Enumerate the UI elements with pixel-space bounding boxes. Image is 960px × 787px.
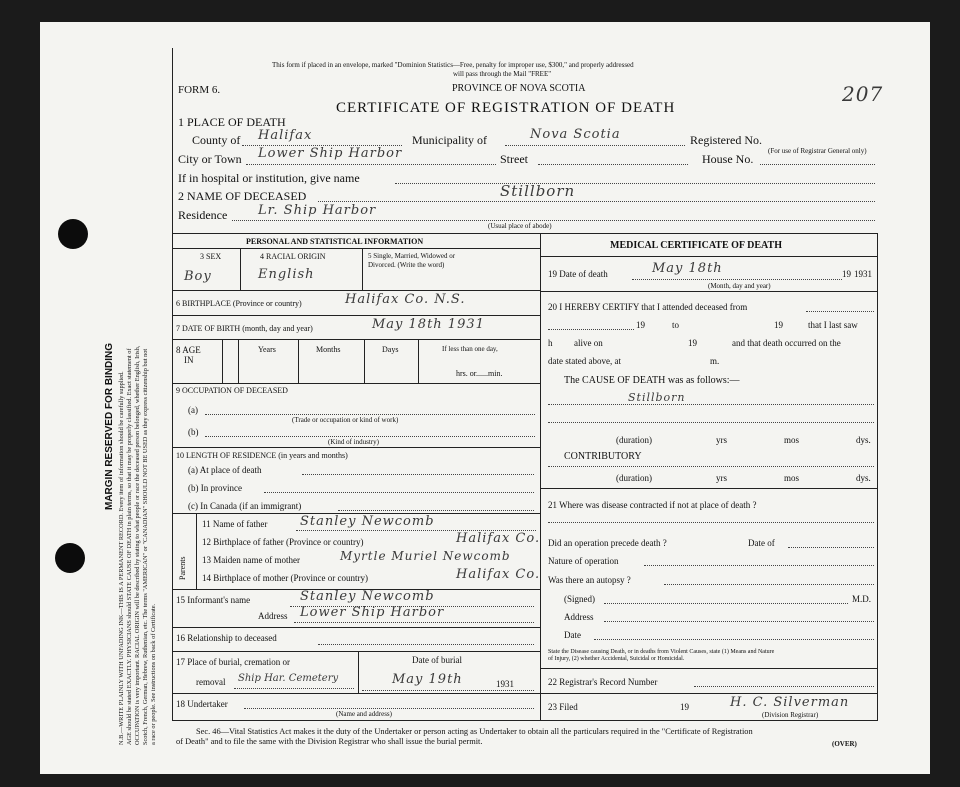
page-number: 207: [842, 82, 884, 106]
margin-instruction-5: a race or people. See instructions on back of Certificate.: [150, 603, 157, 745]
certify-year-to: 19: [774, 320, 783, 330]
registered-no-note: (For use of Registrar General only): [768, 147, 867, 155]
death-date-note: (Month, day and year): [708, 282, 771, 290]
occupation-b-note: (Kind of industry): [328, 438, 379, 446]
age-label-2: IN: [184, 355, 194, 365]
certify-statement: 20 I HEREBY CERTIFY that I attended deceased from: [548, 302, 748, 312]
yrs-label-2: yrs: [716, 473, 727, 483]
death-year-prefix: 19: [842, 269, 851, 279]
residence-c-label: (c) In Canada (if an immigrant): [188, 501, 302, 511]
registrar-record-label: 22 Registrar's Record Number: [548, 677, 658, 687]
father-birthplace-label: 12 Birthplace of father (Province or country): [202, 537, 364, 547]
footer-note: Sec. 46—Vital Statistics Act makes it the duty of the Undertaker or person acting as Undertaker to obtain all the particulars required in the "Certificate of Registration: [196, 727, 753, 736]
physician-address-label: Address: [564, 612, 594, 622]
margin-instruction-4: Scotch, French, German, Hebrew, Ruthenian, etc. The terms "AMERICAN" or "CANADIAN" SHOULD NOT BE USED as they express citizenship but not: [142, 348, 149, 745]
province-heading: PROVINCE OF NOVA SCOTIA: [452, 83, 586, 94]
informant-address-value: Lower Ship Harbor: [300, 605, 445, 620]
occupation-b-label: (b): [188, 427, 199, 437]
sex-value: Boy: [184, 269, 212, 284]
violent-causes-note: State the Disease causing Death, or in deaths from Violent Causes, state (1) Means and Nature: [548, 649, 775, 655]
medical-certificate-heading: MEDICAL CERTIFICATE OF DEATH: [610, 240, 782, 251]
violent-causes-note-2: of Injury, (2) whether Accidental, Suicidal or Homicidal.: [548, 656, 685, 662]
certify-date-stated: date stated above, at: [548, 356, 621, 366]
certify-h: h: [548, 338, 553, 348]
certificate-title: CERTIFICATE OF REGISTRATION OF DEATH: [336, 100, 676, 116]
dob-label: 7 DATE OF BIRTH (month, day and year): [176, 324, 313, 333]
physician-date-label: Date: [564, 630, 581, 640]
margin-binding-label: MARGIN RESERVED FOR BINDING: [104, 342, 115, 510]
duration-label-1: (duration): [616, 435, 652, 445]
autopsy-label: Was there an autopsy ?: [548, 575, 631, 585]
father-name-label: 11 Name of father: [202, 519, 268, 529]
md-label: M.D.: [852, 594, 872, 604]
municipality-value: Nova Scotia: [530, 127, 621, 142]
burial-date-value: May 19th: [392, 672, 463, 687]
margin-instruction-1: N.B.—WRITE PLAINLY WITH UNFADING INK—THIS IS A PERMANENT RECORD. Every item of information should be carefully supplied.: [118, 371, 125, 745]
binder-hole-bottom: [55, 543, 85, 573]
mos-label-2: mos: [784, 473, 800, 483]
race-label: 4 RACIAL ORIGIN: [260, 252, 326, 261]
filed-year-prefix: 19: [680, 702, 689, 712]
parents-label: Parents: [178, 556, 187, 580]
residence-b-label: (b) In province: [188, 483, 242, 493]
burial-place-value: Ship Har. Cemetery: [238, 673, 339, 684]
certify-year-alive: 19: [688, 338, 697, 348]
death-year-value: 1931: [854, 269, 872, 279]
birthplace-value: Halifax Co. N.S.: [345, 292, 466, 307]
registered-no-label: Registered No.: [690, 133, 762, 147]
division-registrar-note: (Division Registrar): [762, 711, 819, 719]
age-days-header: Days: [382, 345, 399, 354]
q21-label: 21 Where was disease contracted if not at place of death ?: [548, 500, 757, 510]
father-birthplace-value: Halifax Co.: [456, 531, 541, 546]
residence-label: Residence: [178, 208, 228, 222]
relationship-label: 16 Relationship to deceased: [176, 633, 277, 643]
certify-last-saw: that I last saw: [808, 320, 858, 330]
mother-birthplace-label: 14 Birthplace of mother (Province or country): [202, 573, 368, 583]
dob-value: May 18th 1931: [372, 317, 485, 332]
dys-label-2: dys.: [856, 473, 871, 483]
cause-value: Stillborn: [628, 391, 686, 404]
certify-alive-on: alive on: [574, 338, 603, 348]
age-label: 8 AGE: [176, 345, 201, 355]
contributory-label: CONTRIBUTORY: [564, 451, 642, 462]
margin-instruction-3: OCCUPATION is very important. RACIAL ORIGIN will be described by stating to what people or race the deceased person belonged, whether English, Irish,: [134, 345, 141, 745]
certify-year-from: 19: [636, 320, 645, 330]
yrs-label-1: yrs: [716, 435, 727, 445]
occupation-a-label: (a): [188, 405, 198, 415]
informant-value: Stanley Newcomb: [300, 589, 435, 604]
less-than-day-label: If less than one day,: [442, 345, 498, 353]
municipality-label: Municipality of: [412, 133, 487, 147]
father-name-value: Stanley Newcomb: [300, 514, 435, 529]
undertaker-label: 18 Undertaker: [176, 699, 228, 709]
occupation-label: 9 OCCUPATION OF DECEASED: [176, 386, 288, 395]
sex-label: 3 SEX: [200, 252, 222, 261]
footer-note-2: of Death" and to file the same with the Division Registrar who shall issue the burial permit.: [176, 737, 483, 746]
marital-label-2: Divorced. (Write the word): [368, 261, 445, 269]
margin-instruction-2: AGE should be stated EXACTLY. PHYSICIANS should STATE CAUSE OF DEATH in plain terms, so that it may be properly classified. Exact statement of: [126, 348, 133, 745]
burial-place-label: 17 Place of burial, cremation or: [176, 657, 290, 667]
form-number: FORM 6.: [178, 84, 221, 96]
form-left-border: [172, 48, 173, 720]
residence-value: Lr. Ship Harbor: [258, 203, 377, 218]
residence-length-heading: 10 LENGTH OF RESIDENCE (in years and months): [176, 451, 348, 460]
informant-label: 15 Informant's name: [176, 595, 251, 605]
signed-label: (Signed): [564, 594, 595, 604]
death-date-value: May 18th: [652, 261, 723, 276]
age-months-header: Months: [316, 345, 341, 354]
burial-date-label: Date of burial: [412, 655, 462, 665]
burial-year-value: 1931: [496, 679, 514, 689]
hospital-label: If in hospital or institution, give name: [178, 171, 360, 185]
residence-note: (Usual place of abode): [488, 222, 552, 230]
house-no-label: House No.: [702, 152, 754, 166]
residence-a-label: (a) At place of death: [188, 465, 262, 475]
binder-hole-top: [58, 219, 88, 249]
operation-date-label: Date of: [748, 538, 775, 548]
personal-info-heading: PERSONAL AND STATISTICAL INFORMATION: [246, 237, 424, 246]
mother-name-label: 13 Maiden name of mother: [202, 555, 300, 565]
cause-label: The CAUSE OF DEATH was as follows:—: [564, 375, 740, 386]
dys-label-1: dys.: [856, 435, 871, 445]
certify-occurred: and that death occurred on the: [732, 338, 841, 348]
mos-label-1: mos: [784, 435, 800, 445]
certify-m: m.: [710, 356, 720, 366]
nature-operation-label: Nature of operation: [548, 556, 619, 566]
mother-birthplace-value: Halifax Co.: [456, 567, 541, 582]
informant-address-label: Address: [258, 611, 288, 621]
occupation-a-note: (Trade or occupation or kind of work): [292, 416, 399, 424]
operation-label: Did an operation precede death ?: [548, 538, 667, 548]
age-years-header: Years: [258, 345, 276, 354]
birthplace-label: 6 BIRTHPLACE (Province or country): [176, 299, 302, 308]
county-value: Halifax: [258, 128, 313, 143]
filed-label: 23 Filed: [548, 702, 578, 712]
city-label: City or Town: [178, 152, 242, 166]
undertaker-note: (Name and address): [336, 710, 392, 718]
place-of-death-heading: 1 PLACE OF DEATH: [178, 115, 286, 129]
certify-to: to: [672, 320, 680, 330]
hrs-min-label: hrs. or......min.: [456, 369, 503, 378]
race-value: English: [258, 267, 315, 282]
over-label: (OVER): [832, 740, 857, 748]
street-label: Street: [500, 152, 528, 166]
registrar-signature: H. C. Silverman: [730, 695, 850, 710]
burial-place-label-2: removal: [196, 677, 226, 687]
duration-label-2: (duration): [616, 473, 652, 483]
marital-label: 5 Single, Married, Widowed or: [368, 252, 456, 260]
death-date-label: 19 Date of death: [548, 269, 608, 279]
county-label: County of: [192, 133, 241, 147]
city-value: Lower Ship Harbor: [258, 146, 403, 161]
mail-notice: This form if placed in an envelope, marked "Dominion Statistics—Free, penalty for improper use, $300," and properly addressed: [272, 61, 634, 69]
mail-notice-free: will pass through the Mail "FREE": [453, 70, 552, 78]
mother-name-value: Myrtle Muriel Newcomb: [340, 549, 511, 563]
column-divider: [540, 233, 541, 720]
deceased-name-value: Stillborn: [500, 182, 576, 200]
deceased-name-label: 2 NAME OF DECEASED: [178, 189, 307, 203]
